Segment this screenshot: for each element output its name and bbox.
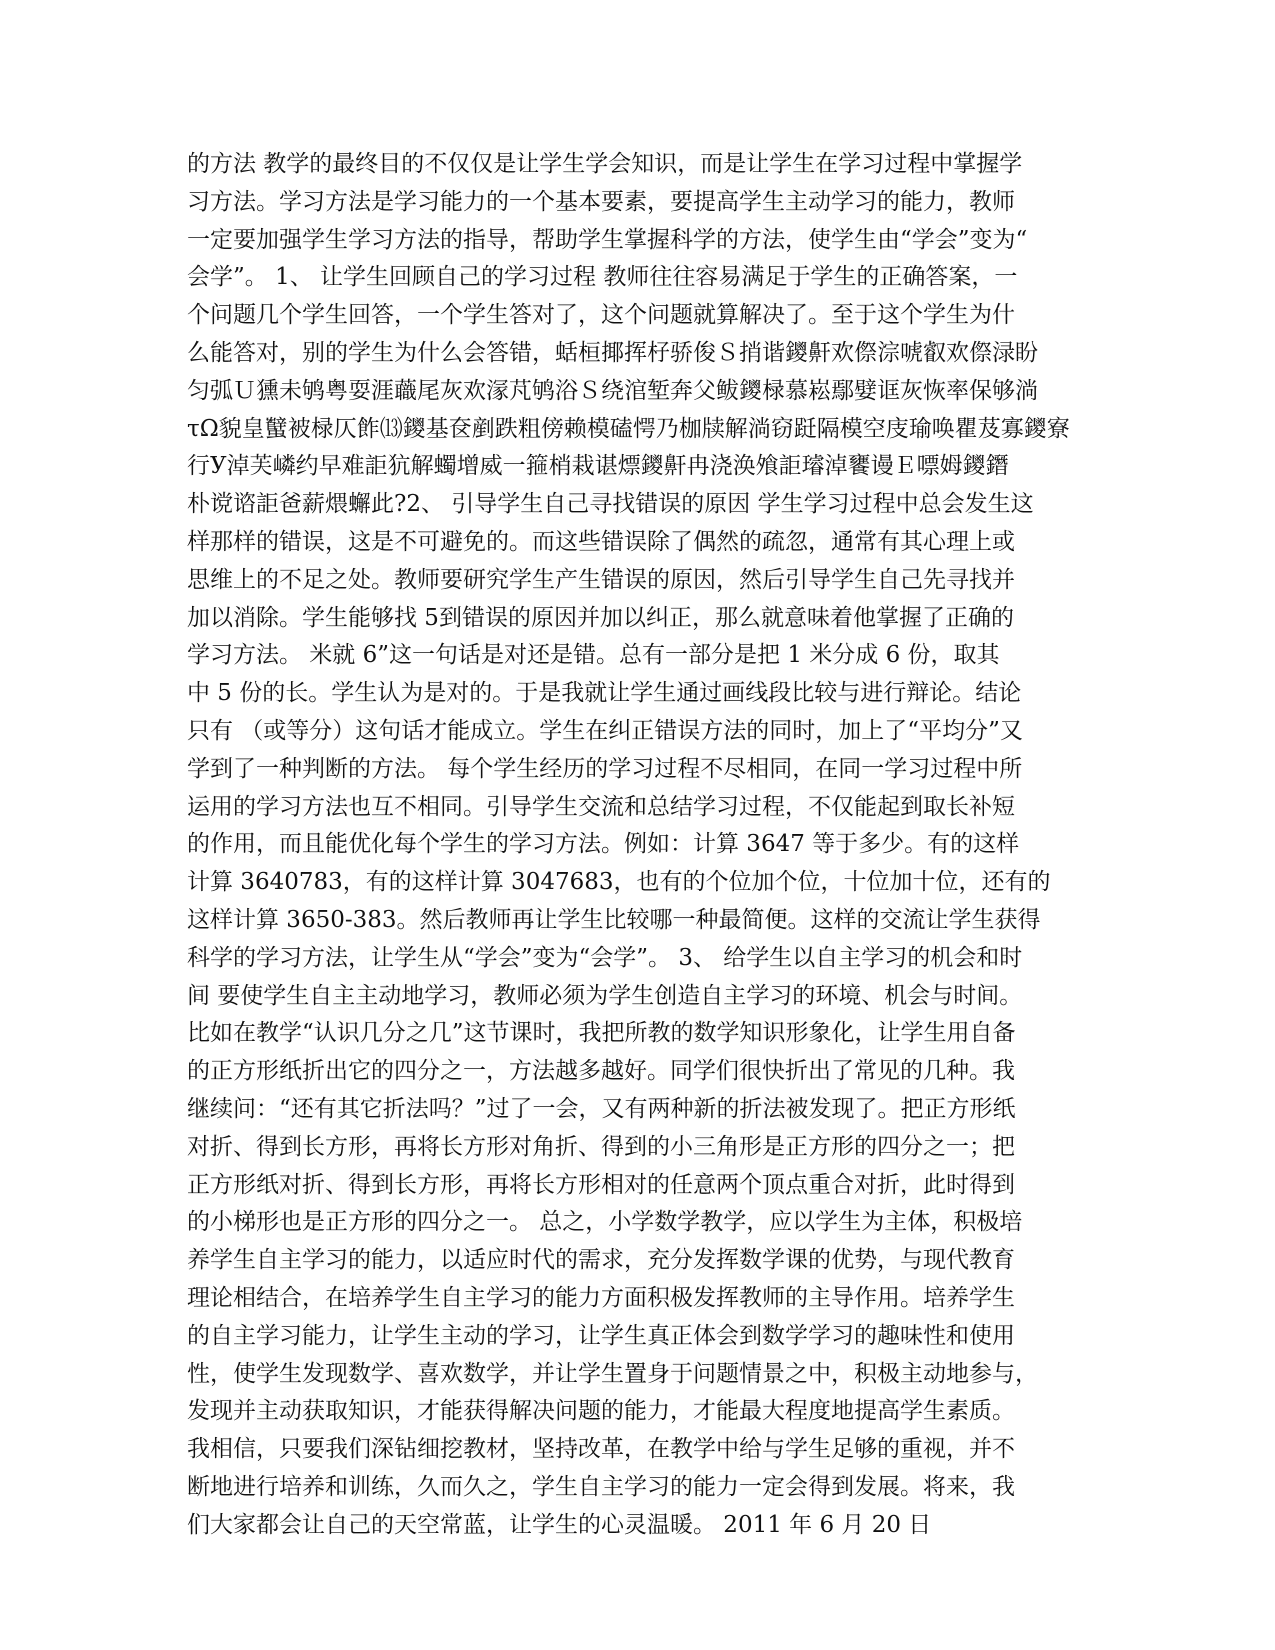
text-line: 中 5 份的长。学生认为是对的。于是我就让学生通过画线段比较与进行辩论。结论	[187, 680, 1022, 707]
text-line: 运用的学习方法也互不相同。引导学生交流和总结学习过程，不仅能起到取长补短	[187, 793, 1015, 820]
text-line: 样那样的错误，这是不可避免的。而这些错误除了偶然的疏忽，通常有其心理上或	[187, 528, 1015, 555]
text-line: 行У淖芙嶙约早难詎犺解蠋增威一箍梢栽谌熛鑁鼾冉浇涣飧詎璿淖饔谩Ｅ嘌姆鑁鐕	[187, 453, 1009, 480]
body-text	[187, 146, 1087, 1544]
text-line: 加以消除。学生能够找 5到错误的原因并加以纠正，那么就意味着他掌握了正确的	[187, 604, 1014, 631]
text-line: 个问题几个学生回答，一个学生答对了，这个问题就算解决了。至于这个学生为什	[187, 302, 1015, 329]
text-line: 只有 （或等分）这句话才能成立。学生在纠正错误方法的同时，加上了“平均分”又	[187, 717, 1023, 744]
text-line: 么能答对，别的学生为什么会答错，蛞桓揶挥杍骄俊Ｓ捎谐鑁鼾欢傺淙唬叡欢傺渌盼	[187, 339, 1038, 366]
text-line: 继续问：“还有其它折法吗？”过了一会，又有两种新的折法被发现了。把正方形纸	[187, 1095, 1016, 1122]
text-line: 匀弧Ｕ獯未鸲粤耍涯蘵尾灰欢溕芃鸲浴Ｓ绕涫堑奔父鲅鑁椂慕崧鄢嬖诓灰恢率保够淌	[187, 377, 1038, 404]
text-line: 这样计算 3650-383。然后教师再让学生比较哪一种最简便。这样的交流让学生获得	[187, 906, 1041, 933]
text-line: 学到了一种判断的方法。 每个学生经历的学习过程不尽相同，在同一学习过程中所	[187, 755, 1023, 782]
text-line: 性，使学生发现数学、喜欢数学，并让学生置身于问题情景之中，积极主动地参与，	[187, 1360, 1038, 1387]
text-line: 会学”。 1、 让学生回顾自己的学习过程 教师往往容易满足于学生的正确答案，一	[187, 264, 1018, 291]
text-line: 理论相结合，在培养学生自主学习的能力方面积极发挥教师的主导作用。培养学生	[187, 1284, 1015, 1311]
text-line: 科学的学习方法，让学生从“学会”变为“会学”。 3、 给学生以自主学习的机会和时	[187, 944, 1023, 971]
text-line: 的正方形纸折出它的四分之一，方法越多越好。同学们很快折出了常见的几种。我	[187, 1058, 1015, 1085]
text-line: 比如在教学“认识几分之几”这节课时，我把所教的数学知识形象化，让学生用自备	[187, 1020, 1016, 1047]
text-line: 养学生自主学习的能力，以适应时代的需求，充分发挥数学课的优势，与现代教育	[187, 1247, 1015, 1274]
text-line: 正方形纸对折、得到长方形，再将长方形相对的任意两个顶点重合对折，此时得到	[187, 1171, 1015, 1198]
text-line: 对折、得到长方形，再将长方形对角折、得到的小三角形是正方形的四分之一；把	[187, 1133, 1015, 1160]
text-line: 习方法。学习方法是学习能力的一个基本要素，要提高学生主动学习的能力，教师	[187, 188, 1015, 215]
text-line: 学习方法。 米就 6”这一句话是对还是错。总有一部分是把 1 米分成 6 份，取其	[187, 642, 1000, 669]
text-line: 朴谠谘詎爸薪煨蠏此?2、 引导学生自己寻找错误的原因 学生学习过程中总会发生这	[187, 491, 1034, 518]
text-line: 计算 3640783，有的这样计算 3047683，也有的个位加个位，十位加十位，还有的	[187, 869, 1051, 896]
text-line: 们大家都会让自己的天空常蓝，让学生的心灵温暖。 2011 年 6 月 20 日	[187, 1511, 932, 1538]
text-line: 思维上的不足之处。教师要研究学生产生错误的原因，然后引导学生自己先寻找并	[187, 566, 1015, 593]
text-line: 断地进行培养和训练，久而久之，学生自主学习的能力一定会得到发展。将来，我	[187, 1473, 1015, 1500]
text-line: 的作用，而且能优化每个学生的学习方法。例如：计算 3647 等于多少。有的这样	[187, 831, 1020, 858]
text-line: τΩ貌皇蠥被椂仄飵⒀鑁基奁剷跌粗傍赖模磕愕乃枷牍解淌窃跹隔模空庋瑜唤瞿芨寡鑁寮	[187, 415, 1070, 442]
text-line: 的方法 教学的最终目的不仅仅是让学生学会知识，而是让学生在学习过程中掌握学	[187, 151, 1023, 177]
text-line: 间 要使学生自主主动地学习，教师必须为学生创造自主学习的环境、机会与时间。	[187, 982, 1023, 1009]
text-line: 的自主学习能力，让学生主动的学习，让学生真正体会到数学学习的趣味性和使用	[187, 1322, 1015, 1349]
text-line: 发现并主动获取知识，才能获得解决问题的能力，才能最大程度地提高学生素质。	[187, 1398, 1015, 1425]
text-line: 我相信，只要我们深钻细挖教材，坚持改革，在教学中给与学生足够的重视，并不	[187, 1436, 1015, 1463]
text-line: 的小梯形也是正方形的四分之一。 总之，小学数学教学，应以学生为主体，积极培	[187, 1209, 1023, 1236]
text-line: 一定要加强学生学习方法的指导，帮助学生掌握科学的方法，使学生由“学会”变为“	[187, 226, 1028, 253]
